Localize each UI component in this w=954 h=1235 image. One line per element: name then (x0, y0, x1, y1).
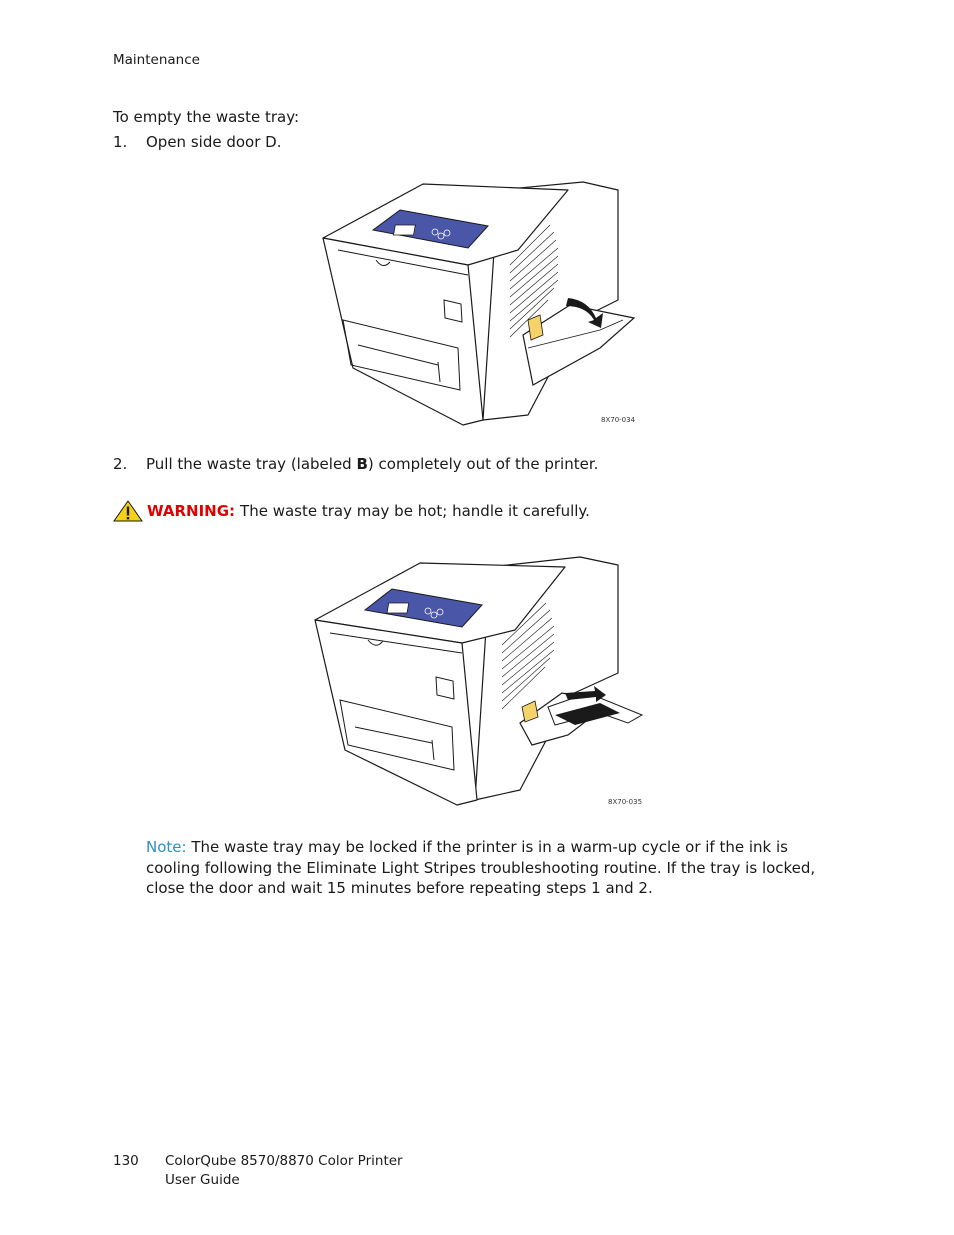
figure-label: 8X70-035 (608, 798, 643, 806)
page-number: 130 (113, 1153, 139, 1169)
warning-label: WARNING: (147, 502, 236, 520)
step-2 (113, 455, 598, 473)
footer-subtitle: User Guide (165, 1172, 240, 1188)
printer-door-open-illustration (318, 170, 638, 432)
step-text-before: Pull the waste tray (labeled (146, 455, 357, 473)
warning-notice (113, 500, 590, 522)
step-text-after: ) completely out of the printer. (367, 455, 599, 473)
intro-text: To empty the waste tray: (113, 108, 300, 126)
step-1 (113, 133, 281, 151)
step-number: 1. (113, 133, 128, 151)
note-label: Note: (146, 838, 187, 856)
note-paragraph (146, 837, 846, 899)
step-number: 2. (113, 455, 128, 473)
note-text: The waste tray may be locked if the printer is in a warm-up cycle or if the ink is cooling following the Eliminate Light Stripes troubleshooting routine. If the tray is locked, close the door and wait 15 minutes before repeating steps 1 and 2. (146, 838, 816, 897)
tray-label-b: B (356, 455, 368, 473)
warning-triangle-icon (113, 500, 143, 522)
printer-tray-removed-illustration (310, 545, 645, 807)
footer-title: ColorQube 8570/8870 Color Printer (165, 1153, 403, 1169)
warning-text: The waste tray may be hot; handle it carefully. (240, 502, 590, 520)
figure-label: 8X70-034 (601, 416, 636, 424)
step-text: Open side door D. (146, 133, 282, 151)
waste-tray (528, 315, 543, 340)
running-header: Maintenance (113, 52, 200, 68)
